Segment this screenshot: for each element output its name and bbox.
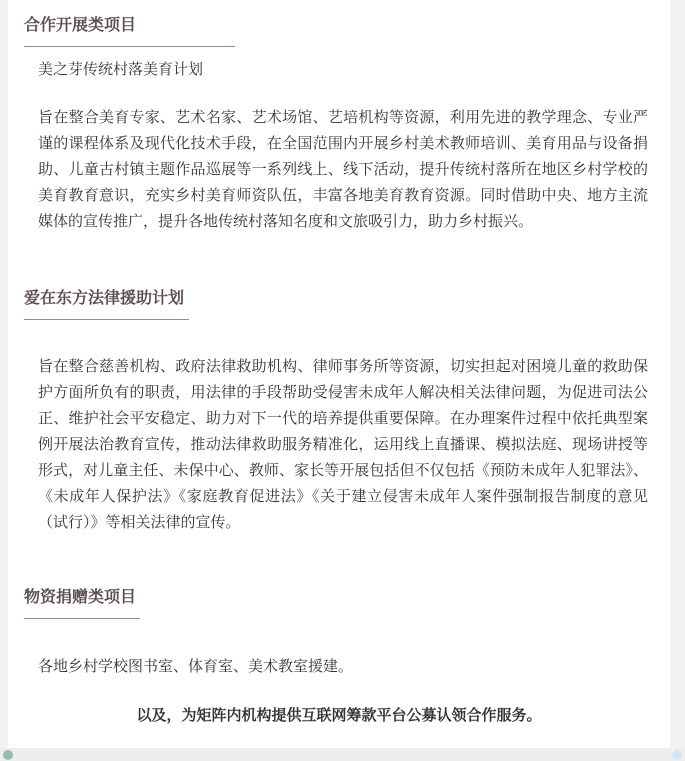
article-content — [8, 0, 670, 748]
heading-underline — [24, 46, 235, 47]
section-heading-cooperation: 合作开展类项目 — [24, 15, 137, 34]
left-decoration-dot — [3, 750, 13, 760]
legal-aid-description: 旨在整合慈善机构、政府法律救助机构、律师事务所等资源，切实担起对困境儿童的救助保护方面所负有的职责，用法律的手段帮助受侵害未成年人解决相关法律问题，为促进司法公正、维护社会平安稳定、助力对下一代的培养提供重要保障。在办理案件过程中依托典型案例开展法治教育宣传，推动法律救助服务精准化，运用线上直播课、模拟法庭、现场讲授等形式，对儿童主任、未保中心、教师、家长等开展包括但不仅包括《预防未成年人犯罪法》、《未成年人保护法》《家庭教育促进法》《关于建立侵害未成年人案件强制报告制度的意见（试行）》等相关法律的宣传。 — [38, 357, 648, 531]
project-subtitle-meizhiya: 美之芽传统村落美育计划 — [38, 60, 204, 78]
right-decoration-dot — [672, 750, 682, 760]
heading-underline — [24, 618, 140, 619]
bottom-scrollbar[interactable] — [0, 748, 685, 761]
section-heading-legal-aid: 爱在东方法律援助计划 — [24, 288, 185, 307]
closing-statement: 以及，为矩阵内机构提供互联网筹款平台公募认领合作服务。 — [136, 706, 542, 724]
donation-description: 各地乡村学校图书室、体育室、美术教室援建。 — [38, 657, 354, 675]
heading-underline — [24, 319, 189, 320]
section-heading-donation: 物资捐赠类项目 — [24, 587, 137, 606]
cooperation-description: 旨在整合美育专家、艺术名家、艺术场馆、艺培机构等资源，利用先进的教学理念、专业严谨的课程体系及现代化技术手段，在全国范围内开展乡村美术教师培训、美育用品与设备捐助、儿童古村镇主题作品巡展等一系列线上、线下活动，提升传统村落所在地区乡村学校的美育教育意识，充实乡村美育师资队伍，丰富各地美育教育资源。同时借助中央、地方主流媒体的宣传推广，提升各地传统村落知名度和文旅吸引力，助力乡村振兴。 — [38, 108, 648, 230]
